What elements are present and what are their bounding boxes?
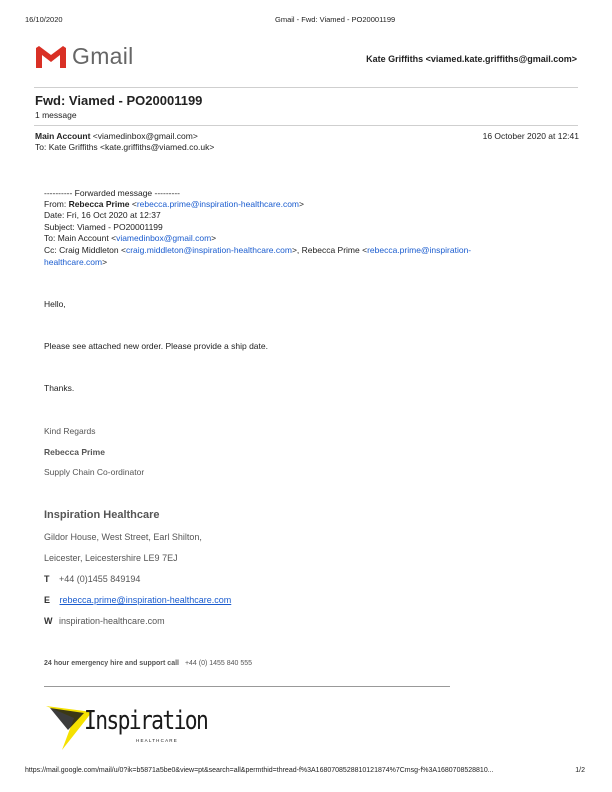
sig-email-link[interactable]: rebecca.prime@inspiration-healthcare.com <box>59 595 232 605</box>
message-to: To: Kate Griffiths <kate.griffiths@viamed.co.uk> <box>35 142 215 152</box>
message-count: 1 message <box>35 110 77 120</box>
sig-address-2: Leicester, Leicestershire LE9 7EJ <box>44 553 178 563</box>
from-name: Main Account <box>35 131 91 141</box>
sig-role: Supply Chain Co-ordinator <box>44 467 145 477</box>
sig-regards: Kind Regards <box>44 426 96 436</box>
gmail-logo[interactable] <box>34 43 134 75</box>
forwarded-cc-close: > <box>102 257 108 267</box>
body-line: Please see attached new order. Please provide a ship date. <box>44 341 268 351</box>
logo-word: Inspiration <box>84 706 208 736</box>
forwarded-separator: ---------- Forwarded message --------- <box>44 188 180 198</box>
email-label: E <box>44 595 51 605</box>
inspiration-logo <box>44 700 208 752</box>
message-from <box>35 131 198 141</box>
body-thanks: Thanks. <box>44 383 75 393</box>
thread-subject: Fwd: Viamed - PO20001199 <box>35 93 203 108</box>
forwarded-to-email-link[interactable]: viamedinbox@gmail.com <box>116 233 212 243</box>
forwarded-date: Date: Fri, 16 Oct 2020 at 12:37 <box>44 210 161 220</box>
emergency-phone: +44 (0) 1455 840 555 <box>184 660 253 667</box>
print-page: 1/2 <box>575 767 585 774</box>
subject-divider <box>34 125 578 126</box>
account-line: Kate Griffiths <viamed.kate.griffiths@gmail.com> <box>366 54 577 64</box>
print-title: Gmail - Fwd: Viamed - PO20001199 <box>275 15 396 24</box>
sig-email <box>44 595 231 605</box>
gmail-logo-text: Gmail <box>72 43 134 69</box>
message-date: 16 October 2020 at 12:41 <box>482 131 579 141</box>
forwarded-from-open: < <box>129 199 137 209</box>
cc-email-rebecca-link-part1[interactable]: rebecca.prime@inspiration- <box>367 245 472 255</box>
forwarded-to <box>44 233 216 243</box>
header-divider <box>34 87 578 88</box>
forwarded-to-label: To: Main Account < <box>44 233 117 243</box>
forwarded-subject: Subject: Viamed - PO20001199 <box>44 222 163 232</box>
logo-sub: HEALTHCARE <box>136 738 178 743</box>
print-date: 16/10/2020 <box>25 15 63 24</box>
forwarded-from-name: Rebecca Prime <box>68 199 130 209</box>
emergency-label: 24 hour emergency hire and support call <box>44 660 179 667</box>
phone-label: T <box>44 574 50 584</box>
cc-email-craig-link[interactable]: craig.middleton@inspiration-healthcare.com <box>125 245 292 255</box>
sig-address-1: Gildor House, West Street, Earl Shilton, <box>44 532 202 542</box>
print-url: https://mail.google.com/mail/u/0?ik=b5871a5be0&view=pt&search=all&permthid=thread-f%3A1680708528810121874%7Cmsg-f%3A1680708528810... <box>25 767 494 774</box>
forwarded-from-email-link[interactable]: rebecca.prime@inspiration-healthcare.com <box>136 199 300 209</box>
from-email: <viamedinbox@gmail.com> <box>92 131 198 141</box>
web-address: inspiration-healthcare.com <box>59 616 165 626</box>
body-greeting: Hello, <box>44 299 66 309</box>
forwarded-from <box>44 199 304 209</box>
forwarded-from-label: From: <box>44 199 69 209</box>
sig-company: Inspiration Healthcare <box>44 509 160 521</box>
sig-emergency <box>44 660 252 667</box>
forwarded-cc-cont <box>44 257 107 267</box>
forwarded-cc-mid: >, Rebecca Prime < <box>291 245 368 255</box>
forwarded-cc <box>44 245 471 255</box>
forwarded-to-close: > <box>211 233 217 243</box>
sig-name: Rebecca Prime <box>44 447 105 457</box>
web-label: W <box>44 616 53 626</box>
signature-divider <box>44 686 450 687</box>
gmail-envelope-icon <box>34 44 68 70</box>
sig-phone <box>44 574 140 584</box>
cc-email-rebecca-link-part2[interactable]: healthcare.com <box>44 257 103 267</box>
forwarded-cc-label: Cc: Craig Middleton < <box>44 245 126 255</box>
phone-number: +44 (0)1455 849194 <box>59 574 141 584</box>
forwarded-from-close: > <box>299 199 304 209</box>
sig-web <box>44 616 165 626</box>
